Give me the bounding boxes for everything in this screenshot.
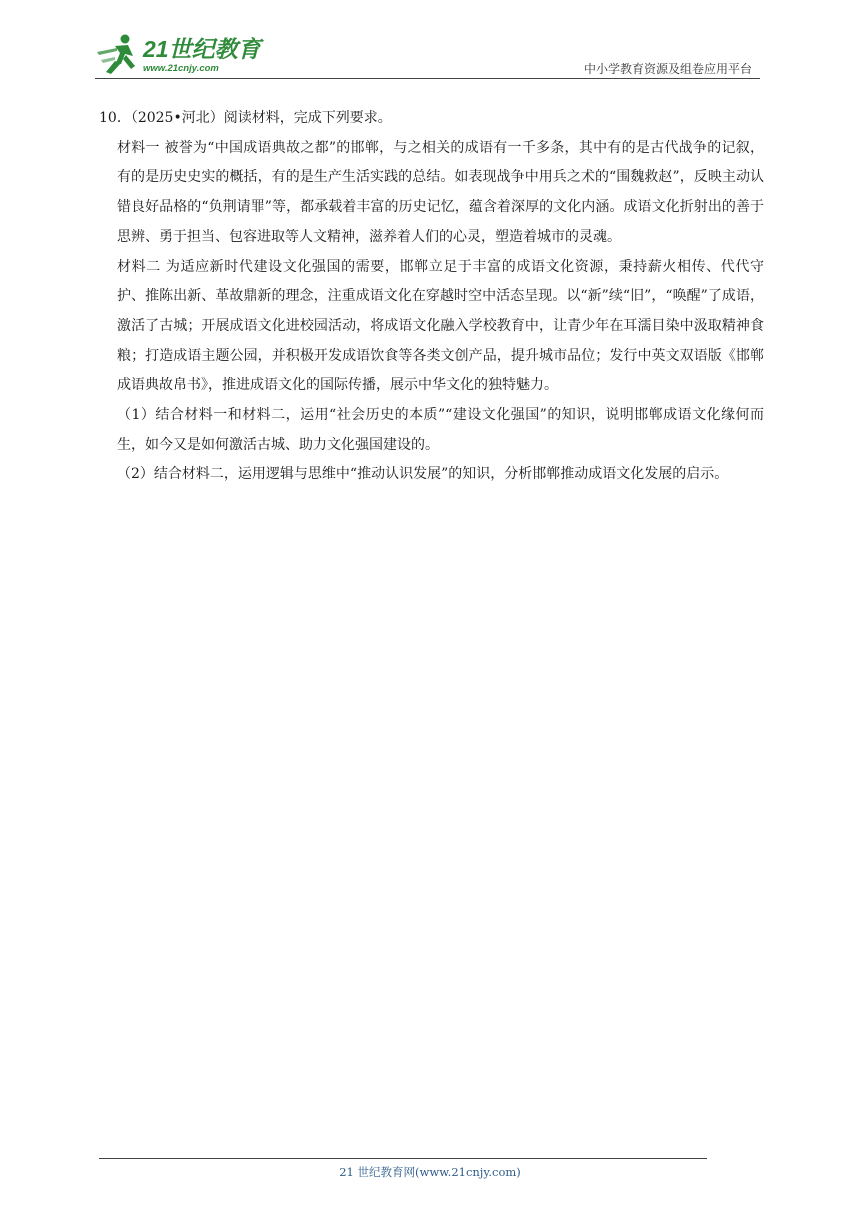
question-block [99,104,764,490]
page-header [95,30,760,80]
sub-question-1: （1）结合材料一和材料二，运用“社会历史的本质”“建设文化强国”的知识，说明邯郸成语文化缘何而生，如今又是如何激活古城、助力文化强国建设的。 [117,407,764,453]
question-source: （2025•河北） [130,110,224,126]
question-number: 10． [99,110,131,126]
header-divider [95,78,760,79]
question-prompt: 阅读材料，完成下列要求。 [223,110,392,126]
logo-url: www.21cnjy.com [143,63,219,74]
logo-21cnjy [95,30,265,78]
material-one: 材料一 被誉为“中国成语典故之都”的邯郸，与之相关的成语有一千多条，其中有的是古代战争的记叙，有的是历史史实的概括，有的是生产生活实践的总结。如表现战争中用兵之术的“围魏救赵”，反映主动认错良好品格的“负荆请罪”等，都承载着丰富的历史记忆，蕴含着深厚的文化内涵。成语文化折射出的善于思辨、勇于担当、包容进取等人文精神，滋养着人们的心灵，塑造着城市的灵魂。 [117,139,764,245]
footer-text: 21 世纪教育网(www.21cnjy.com) [339,1165,521,1179]
material-two: 材料二 为适应新时代建设文化强国的需要，邯郸立足于丰富的成语文化资源，秉持薪火相传、代代守护、推陈出新、革故鼎新的理念，注重成语文化在穿越时空中活态呈现。以“新”续“旧”，“唤醒”了成语，激活了古城；开展成语文化进校园活动，将成语文化融入学校教育中，让青少年在耳濡目染中汲取精神食粮；打造成语主题公园，并积极开发成语饮食等各类文创产品，提升城市品位；发行中英文双语版《邯郸成语典故帛书》，推进成语文化的国际传播，展示中华文化的独特魅力。 [117,258,764,394]
platform-name: 中小学教育资源及组卷应用平台 [583,62,752,76]
sub-question-2: （2）结合材料二，运用逻辑与思维中“推动认识发展”的知识，分析邯郸推动成语文化发展的启示。 [117,466,729,483]
logo-text: 21世纪教育 [143,36,261,62]
question-stem [99,104,764,134]
footer-divider [99,1158,707,1159]
